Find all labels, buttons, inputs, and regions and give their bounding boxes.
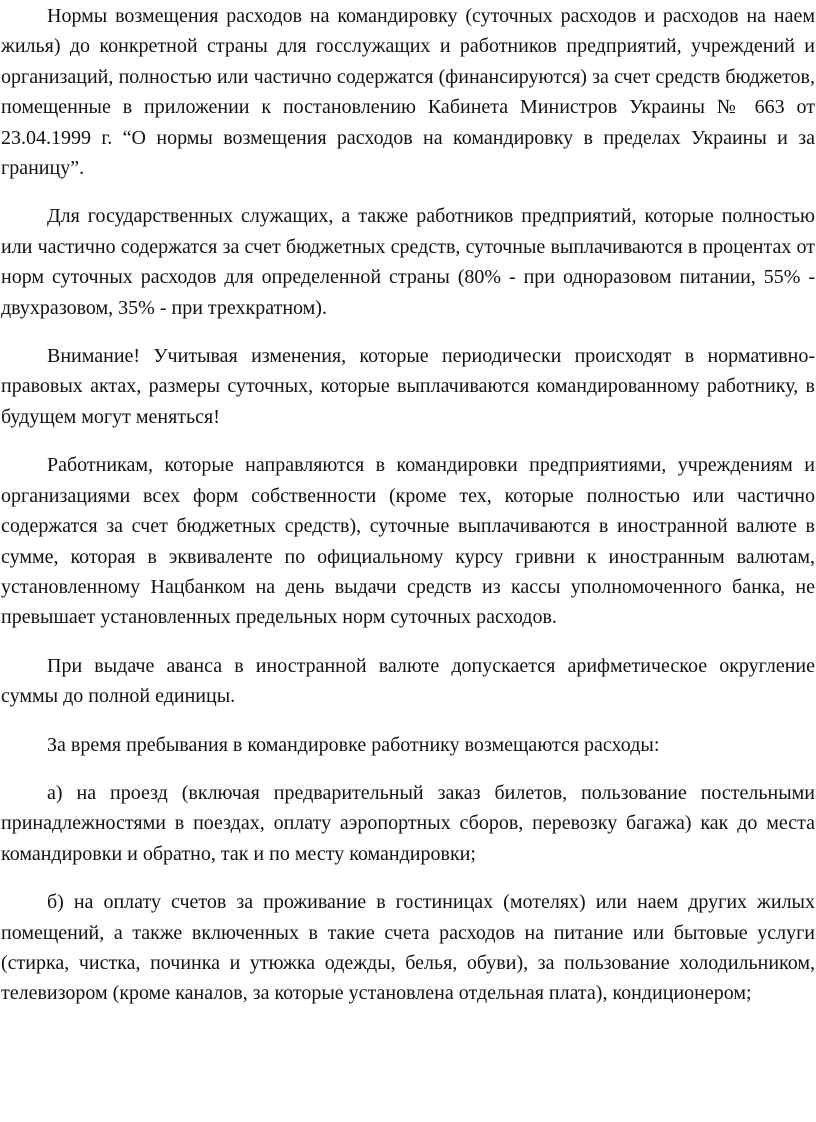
paragraph-foreign-currency-allowance: Работникам, которые направляются в командировки предприятиями, учреждениям и организациями всех форм собственности (кроме тех, которые полностью или частично содержатся за счет бюджетных средств), суточные выплачиваются в иностранной валюте в сумме, которая в эквиваленте по официальному курсу гривни к иностранным валютам, установленному Нацбанком на день выдачи средств из кассы уполномоченного банка, не превышает установленных предельных норм суточных расходов. [1, 454, 815, 629]
paragraph-reimbursed-expenses-intro: За время пребывания в командировке работнику возмещаются расходы: [47, 733, 660, 756]
paragraph-attention-notice: Внимание! Учитывая изменения, которые периодически происходят в нормативно-правовых актах, размеры суточных, которые выплачиваются командированному работнику, в будущем могут меняться! [1, 345, 815, 428]
document-page [0, 1, 816, 1122]
paragraph-rates-regulation: Нормы возмещения расходов на командировку (суточных расходов и расходов на наем жилья) до конкретной страны для госслужащих и работников предприятий, учреждений и организаций, полностью или частично содержатся (финансируются) за счет средств бюджетов, помещенные в приложении к постановлению Кабинета Министров Украины № 663 от 23.04.1999 г. “О нормы возмещения расходов на командировку в пределах Украины и за границу”. [1, 5, 815, 180]
paragraph-civil-servants-percentages: Для государственных служащих, а также работников предприятий, которые полностью или частично содержатся за счет бюджетных средств, суточные выплачиваются в процентах от норм суточных расходов для определенной страны (80% - при одноразовом питании, 55% - двухразовом, 35% - при трехкратном). [1, 205, 815, 319]
list-item-travel-expenses: а) на проезд (включая предварительный заказ билетов, пользование постельными принадлежностями в поездах, оплату аэропортных сборов, перевозку багажа) как до места командировки и обратно, так и по месту командировки; [1, 781, 815, 865]
list-item-accommodation-expenses: б) на оплату счетов за проживание в гостиницах (мотелях) или наем других жилых помещений, а также включенных в такие счета расходов на питание или бытовые услуги (стирка, чистка, починка и утюжка одежды, белья, обуви), за пользование холодильником, телевизором (кроме каналов, за которые установлена отдельная плата), кондиционером; [1, 891, 815, 1005]
paragraph-advance-rounding: При выдаче аванса в иностранной валюте допускается арифметическое округление суммы до полной единицы. [1, 654, 815, 708]
